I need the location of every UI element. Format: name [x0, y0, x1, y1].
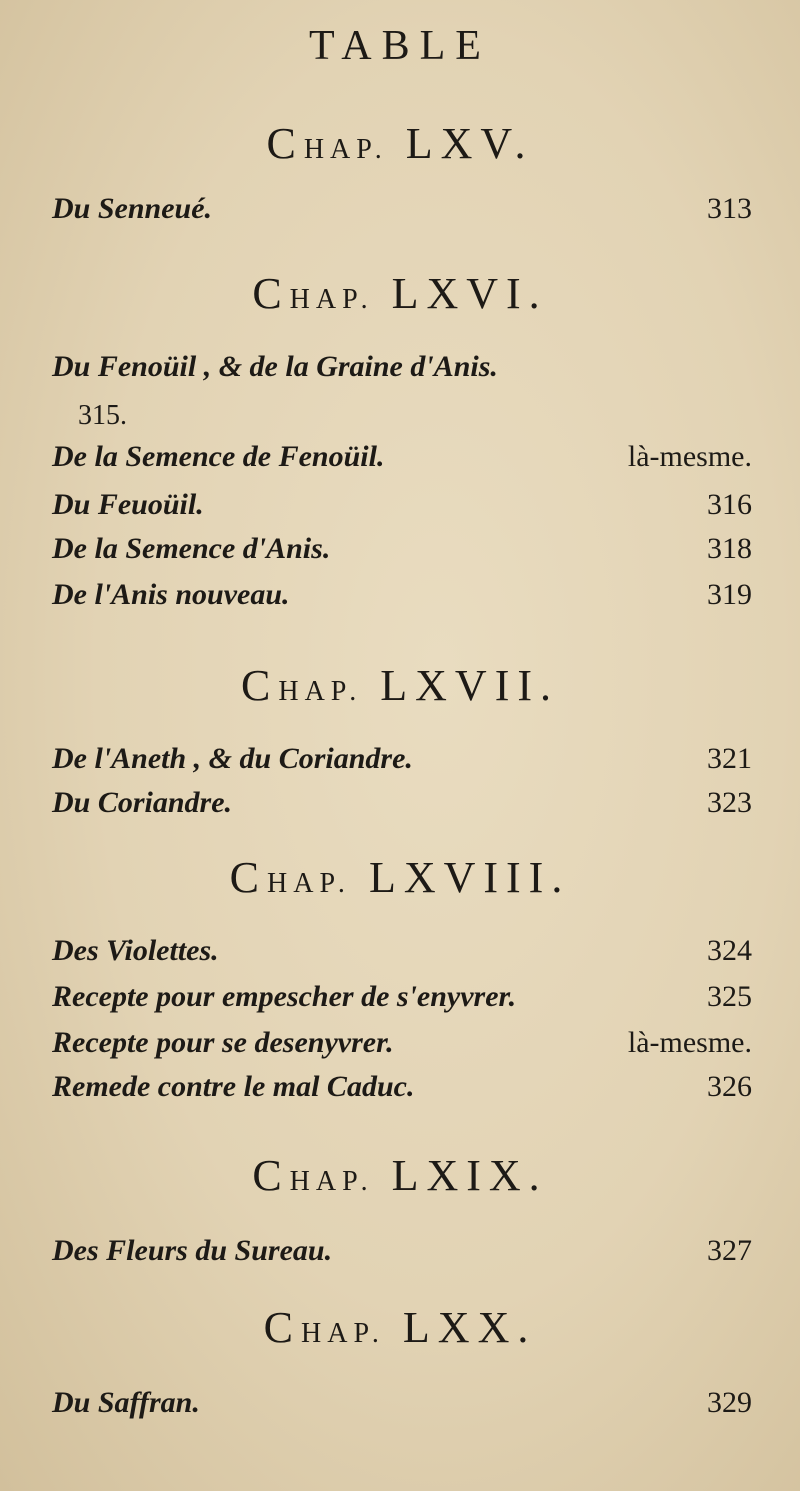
chap-label-rest: HAP.	[289, 284, 374, 315]
chapter-number: LXV.	[405, 119, 534, 168]
chap-label-rest: HAP.	[278, 676, 363, 707]
entry-title: Du Fenoüil , & de la Graine d'Anis.	[52, 350, 498, 383]
chap-label-rest: HAP.	[289, 1166, 374, 1197]
chap-label-rest: HAP.	[303, 134, 388, 165]
entry-page: là-mesme.	[627, 1026, 752, 1059]
entry-page: 325	[707, 980, 752, 1013]
chap-label-initial: C	[229, 853, 268, 902]
chap-label-initial: C	[240, 661, 279, 710]
entry-title: Des Violettes.	[52, 934, 219, 967]
chapter-number: LXVIII.	[368, 853, 571, 902]
entry-title: De l'Anis nouveau.	[52, 578, 290, 611]
entry-page: 313	[707, 192, 752, 225]
chap-label-initial: C	[266, 119, 304, 168]
entry-page: 321	[707, 742, 752, 775]
chapter-number: LXX.	[402, 1303, 537, 1352]
entry-title: De l'Aneth , & du Coriandre.	[52, 742, 413, 775]
entry-page: 318	[707, 532, 752, 565]
chapter-number: LXVI.	[391, 269, 548, 318]
chapter-number: LXIX.	[391, 1151, 548, 1200]
entry-title: Recepte pour se desenyvrer.	[52, 1026, 394, 1059]
chapter-heading	[0, 268, 800, 319]
entry-page: 324	[707, 934, 752, 967]
chap-label-initial: C	[263, 1303, 301, 1352]
chapter-heading	[0, 852, 800, 903]
entry-page: 327	[707, 1234, 752, 1267]
entry-title: De la Semence de Fenoüil.	[52, 440, 385, 473]
entry-page: 329	[707, 1386, 752, 1419]
chapter-heading	[0, 1150, 800, 1201]
entry-title: Des Fleurs du Sureau.	[52, 1234, 333, 1267]
entry-title: Du Saffran.	[52, 1386, 200, 1419]
chap-label-rest: HAP.	[301, 1318, 385, 1349]
entry-page: là-mesme.	[627, 440, 752, 473]
entry-title: De la Semence d'Anis.	[52, 532, 331, 565]
chapter-heading	[0, 660, 800, 711]
entry-title: Du Coriandre.	[52, 786, 233, 819]
entry-page: 319	[707, 578, 752, 611]
entry-page: 315.	[78, 400, 127, 431]
entry-title: Du Feuoüil.	[52, 488, 204, 521]
chap-label-rest: HAP.	[267, 868, 351, 899]
entry-title: Remede contre le mal Caduc.	[52, 1070, 415, 1103]
chap-label-initial: C	[252, 1151, 290, 1200]
chapter-heading	[0, 118, 800, 169]
running-title: TABLE	[309, 23, 491, 69]
entry-page: 326	[707, 1070, 752, 1103]
entry-title: Recepte pour empescher de s'enyvrer.	[52, 980, 517, 1013]
entry-title: Du Senneué.	[52, 192, 213, 225]
chapter-number: LXVII.	[380, 661, 559, 710]
chapter-heading	[0, 1302, 800, 1353]
entry-page: 316	[707, 488, 752, 521]
entry-page: 323	[707, 786, 752, 819]
chap-label-initial: C	[252, 269, 290, 318]
